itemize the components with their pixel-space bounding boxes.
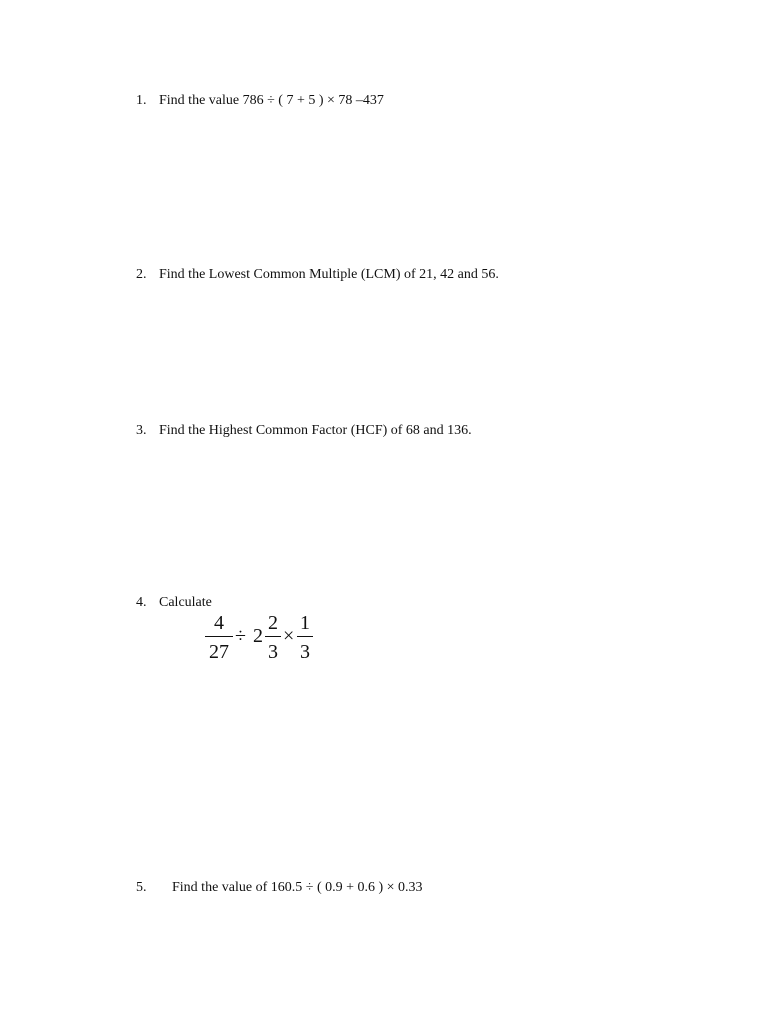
fraction-numerator: 1 (300, 612, 310, 634)
question-number: 3. (136, 423, 147, 438)
question-number: 5. (136, 880, 147, 895)
divide-operator: ÷ (235, 625, 246, 647)
multiply-operator: × (283, 625, 295, 647)
fraction-numerator: 2 (268, 612, 278, 634)
mixed-number-whole: 2 (253, 625, 263, 647)
question-number: 2. (136, 267, 147, 282)
fraction-denominator: 3 (268, 641, 278, 663)
question-text: Find the Lowest Common Multiple (LCM) of 21, 42 and 56. (159, 267, 499, 282)
question-number: 1. (136, 93, 147, 108)
question-text: Find the value 786 ÷ ( 7 + 5 ) × 78 –437 (159, 93, 384, 108)
fraction-2-over-3 (265, 612, 281, 663)
question-text: Find the Highest Common Factor (HCF) of 68 and 136. (159, 423, 472, 438)
question-number: 4. (136, 595, 147, 610)
fraction-4-over-27 (205, 612, 233, 663)
fraction-numerator: 4 (214, 612, 224, 634)
fraction-denominator: 3 (300, 641, 310, 663)
fraction-1-over-3 (297, 612, 313, 663)
question-text: Find the value of 160.5 ÷ ( 0.9 + 0.6 ) × 0.33 (172, 880, 423, 895)
fraction-denominator: 27 (209, 641, 229, 663)
question-text: Calculate (159, 595, 212, 610)
